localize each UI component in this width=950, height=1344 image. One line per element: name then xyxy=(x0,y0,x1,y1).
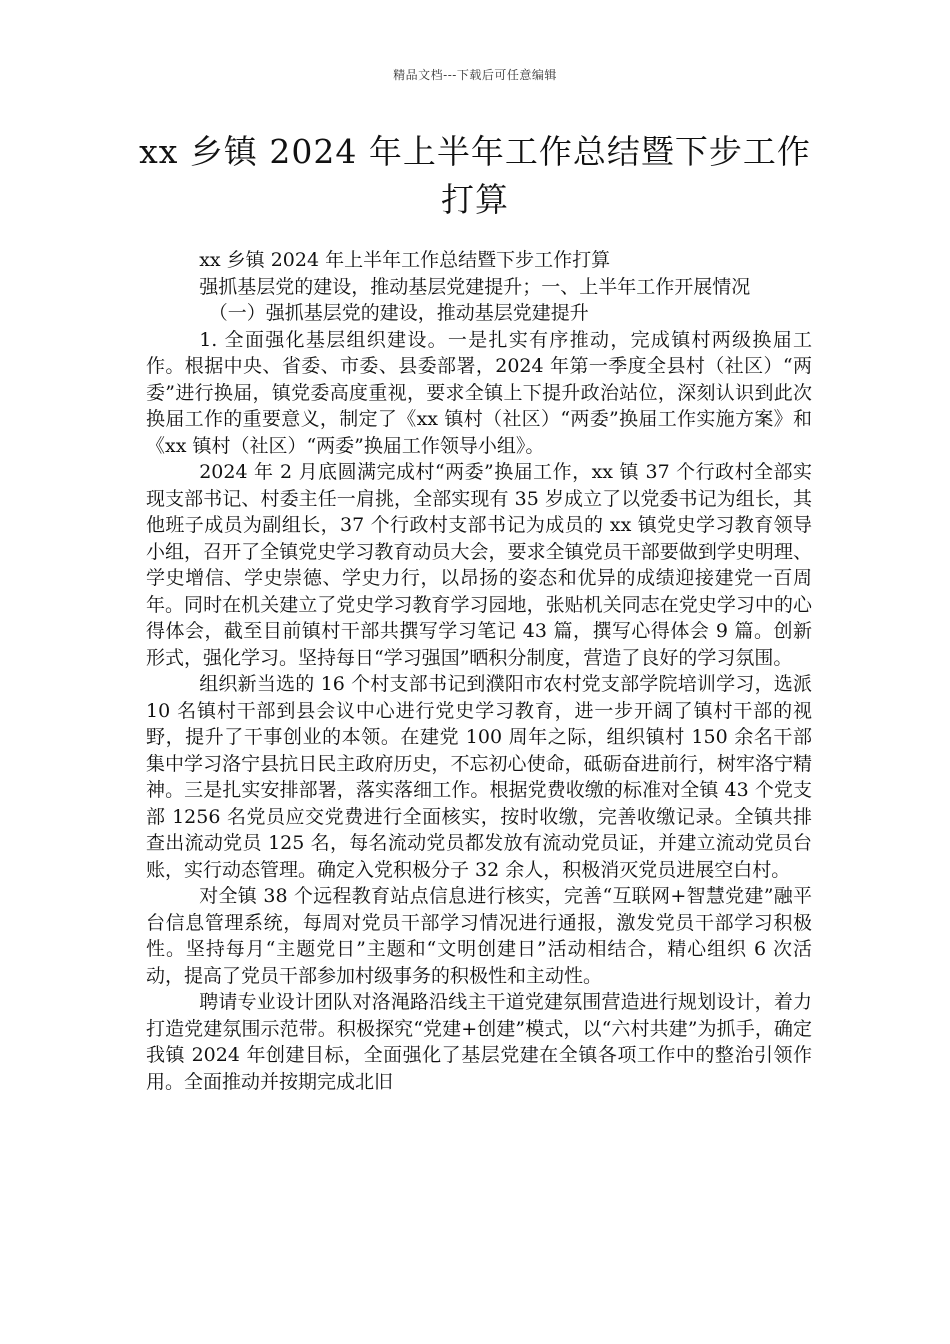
paragraph: 聘请专业设计团队对洛渑路沿线主干道党建氛围营造进行规划设计，着力打造党建氛围示范带。积极探究“党建+创建”模式，以“六村共建”为抓手，确定我镇 2024 年创建目标，全面强化了基层党建在全镇各项工作中的整治引领作用。全面推动并按期完成北旧 xyxy=(146,991,812,1093)
paragraph: 2024 年 2 月底圆满完成村“两委”换届工作，xx 镇 37 个行政村全部实现支部书记、村委主任一肩挑，全部实现有 35 岁成立了以党委书记为组长，其他班子成员为副组长，37 个行政村支部书记为成员的 xx 镇党史学习教育领导小组，召开了全镇党史学习教育动员大会，要求全镇党员干部要做到学史明理、学史增信、学史崇德、学史力行，以昂扬的姿态和优异的成绩迎接建党一百周年。同时在机关建立了党史学习教育学习园地，张贴机关同志在党史学习中的心得体会，截至目前镇村干部共撰写学习笔记 43 篇，撰写心得体会 9 篇。创新形式，强化学习。坚持每日“学习强国”晒积分制度，营造了良好的学习氛围。 xyxy=(146,461,812,669)
paragraph-section-intro: 强抓基层党的建设，推动基层党建提升；一、上半年工作开展情况 xyxy=(199,275,751,298)
paragraph: 对全镇 38 个远程教育站点信息进行核实，完善“互联网+智慧党建”融平台信息管理系统，每周对党员干部学习情况进行通报，激发党员干部学习积极性。坚持每月“主题党日”主题和“文明创建日”活动相结合，精心组织 6 次活动，提高了党员干部参加村级事务的积极性和主动性。 xyxy=(146,885,812,987)
paragraph: 1. 全面强化基层组织建设。一是扎实有序推动，完成镇村两级换届工作。根据中央、省委、市委、县委部署，2024 年第一季度全县村（社区）“两委”进行换届，镇党委高度重视，要求全镇上下提升政治站位，深刻认识到此次换届工作的重要意义，制定了《xx 镇村（社区）“两委”换届工作实施方案》和《xx 镇村（社区）“两委”换届工作领导小组》。 xyxy=(146,328,812,457)
paragraph: 组织新当选的 16 个村支部书记到濮阳市农村党支部学院培训学习，选派 10 名镇村干部到县会议中心进行党史学习教育，进一步开阔了镇村干部的视野，提升了干事创业的本领。在建党 100 周年之际，组织镇村 150 余名干部集中学习洛宁县抗日民主政府历史，不忘初心使命，砥砺奋进前行，树牢洛宁精神。三是扎实安排部署，落实落细工作。根据党费收缴的标准对全镇 43 个党支部 1256 名党员应交党费进行全面核实，按时收缴，完善收缴记录。全镇共排查出流动党员 125 名，每名流动党员都发放有流动党员证，并建立流动党员台账，实行动态管理。确定入党积极分子 32 余人，积极消灭党员进展空白村。 xyxy=(146,673,812,881)
paragraph-subheading: （一）强抓基层党的建设，推动基层党建提升 xyxy=(208,302,589,324)
document-title: xx 乡镇 2024 年上半年工作总结暨下步工作打算 xyxy=(139,132,811,219)
header-note: 精品文档---下载后可任意编辑 xyxy=(393,68,557,82)
paragraph-subtitle: xx 乡镇 2024 年上半年工作总结暨下步工作打算 xyxy=(199,249,611,271)
document-body xyxy=(146,247,812,1095)
